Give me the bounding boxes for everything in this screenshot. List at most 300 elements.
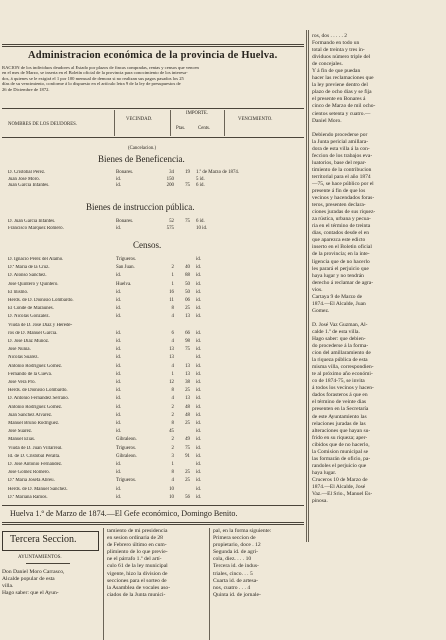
section-censos: Censos. [133, 240, 162, 250]
col-ptas: Ptas. [176, 126, 186, 131]
vecindad-cell: id. [116, 289, 122, 295]
cents-cell: 75 [185, 445, 190, 451]
table-row [8, 454, 236, 459]
due-date-cell: id. [196, 330, 202, 336]
due-date-cell: id. [196, 437, 202, 443]
vecindad-cell: id. [116, 396, 122, 402]
debtor-name: Manuel Elias. [8, 437, 36, 443]
vecindad-cell: id. [116, 412, 122, 418]
cents-cell: 13 [185, 371, 190, 377]
due-date-cell: id. [196, 486, 202, 492]
pesetas-cell: 8 [171, 388, 174, 394]
due-date-cell: 1.º de Marzo de 1874. [196, 170, 240, 175]
pesetas-cell: 10 [169, 486, 174, 492]
debtor-name: D. Cristóbal Perez. [8, 170, 46, 175]
text-line: ne el párrafo 1.º del artí- [107, 556, 162, 563]
text-line: ria en el término de treinta [312, 223, 371, 230]
text-line: vios. [312, 286, 323, 293]
debtor-name: D. José Antonio Fernandez. [8, 462, 63, 467]
cents-cell: 75 [185, 347, 190, 353]
text-line: que aparezca este edicto [312, 237, 366, 244]
text-line: derecho á reclamar de agra- [312, 279, 374, 286]
due-date-cell: id. [196, 363, 202, 369]
text-line: 1874.—El Alcalde, José [312, 484, 366, 490]
pesetas-cell: 4 [171, 396, 174, 402]
text-line: relaciones juradas de las [312, 420, 366, 427]
cancelacion-label: (Cancelacion.) [128, 146, 157, 151]
table-row [8, 257, 236, 262]
text-line: ciones juradas de sus riquez- [312, 209, 376, 216]
debtor-name: Antonio Rodriguez Gomez. [8, 363, 63, 369]
table-row [8, 347, 236, 352]
pesetas-cell: 16 [169, 289, 174, 295]
vecindad-cell: id. [116, 470, 122, 476]
table-row [8, 421, 236, 426]
pesetas-cell: 8 [171, 470, 174, 476]
debtor-name: Fernando de la Cueva. [8, 371, 53, 377]
text-line: les parará el perjuicio que [312, 265, 369, 272]
due-date-cell: id. [196, 388, 202, 394]
cents-cell [174, 226, 196, 231]
table-row [8, 437, 236, 442]
intro-line: en el mes de Marzo, se inserta en el Boletín oficial de la provincia para conocimiento de los interesa- [2, 70, 188, 76]
vecindad-cell: Bonares. [116, 170, 134, 175]
table-row [8, 331, 236, 336]
text-line: la Junta pericial amillara- [312, 138, 369, 145]
text-line: ligencia que de no hacerlo [312, 258, 370, 265]
vecindad-cell: id. [116, 462, 122, 467]
vecindad-cell: id. [116, 273, 122, 279]
text-line: la riqueza pública de esta [312, 357, 368, 364]
pesetas-cell: 2 [171, 437, 174, 443]
text-line: dados forasteros á que en [312, 392, 368, 399]
footer-signature: Huelva 1.º de Marzo de 1874.—El Gefe económico, Domingo Benito. [10, 509, 238, 518]
pesetas-cell: 4 [171, 314, 174, 320]
pesetas-cell: 1 [171, 281, 174, 287]
pesetas-cell: 10 [169, 494, 174, 500]
cents-cell [174, 177, 196, 182]
table-row [8, 282, 236, 287]
text-line: feccion de los trabajos eva- [312, 152, 373, 159]
text-line: Quinta id. de jornale- [213, 591, 261, 598]
debtor-name: Viuda de D. Juan Villarreal. [8, 445, 63, 451]
text-line: Segunda id. de agri- [213, 549, 259, 556]
text-line: presente á fin de que los [312, 188, 366, 195]
cents-cell [174, 462, 196, 467]
text-line: timiento de la contribucion [312, 166, 372, 173]
table-row [8, 372, 236, 377]
debtor-name: D.ª María de la Cruz. [8, 265, 50, 271]
vecindad-cell: id. [116, 339, 122, 344]
debtor-name: Juan Sanchez Alvarez. [8, 412, 53, 418]
text-line: de este Ayuntamiento las [312, 413, 367, 420]
debtor-name: El mismo. [8, 289, 29, 295]
text-line: alteraciones que hayan su- [312, 427, 371, 434]
colhead-sep [224, 110, 225, 136]
pesetas-cell: 1 [171, 371, 174, 377]
cents-cell: 19 [185, 170, 190, 175]
text-line: propietario, doce . 12 [213, 542, 261, 549]
debtor-name: Juan José Moro. [8, 176, 40, 182]
due-date-cell: id. [196, 421, 202, 426]
debtor-name: José Nunia. [8, 347, 31, 353]
due-date-cell: id. [196, 429, 202, 435]
cents-cell: 50 [185, 281, 190, 287]
text-line: co de 1874-75, se invita [312, 378, 365, 385]
table-row [8, 290, 236, 295]
vecindad-cell: Huelva. [116, 281, 132, 287]
text-line: plazo de ocho dias y se fija [312, 89, 372, 96]
debtor-name: Juan García Infantes. [8, 183, 50, 189]
text-line: la Comision municipal se [312, 448, 369, 455]
text-line: pinosa. [312, 498, 328, 505]
debtor-name: D. José Diaz Muñoz. [8, 339, 50, 344]
tercera-subtitle: AYUNTAMIENTOS. [18, 555, 62, 560]
due-date-cell: id. [196, 257, 202, 262]
text-line: vecinos y hacendados foras- [312, 195, 375, 202]
cents-cell: 13 [185, 314, 190, 320]
footer-bottom-rule [2, 522, 304, 523]
col-importe: IMPORTE. [186, 111, 208, 116]
cents-cell [174, 487, 196, 492]
vecindad-cell: id. [116, 330, 122, 336]
due-date-cell: id. [196, 453, 202, 459]
text-line: ciados de la Junta munici- [107, 591, 166, 598]
table-row [8, 364, 236, 369]
due-date-cell: 5 id. [196, 176, 205, 182]
debtor-name: José Quintero y Quintero. [8, 281, 59, 287]
tercera-col-1 [2, 569, 102, 597]
text-line: cion del amillaramiento de [312, 350, 371, 357]
due-date-cell: 10 id. [196, 225, 208, 231]
debtor-name: Herds. de D. Manuel Sanchez. [8, 486, 68, 492]
text-line: en sesion ordinaria de 28 [107, 535, 163, 542]
section-beneficencia: Bienes de Beneficencia. [98, 154, 185, 164]
text-line: Vaz.—El Srio., Manuel Es- [312, 491, 373, 498]
vecindad-cell: id. [116, 429, 122, 435]
text-line: las formarán de oficio, pa- [312, 455, 371, 462]
pesetas-cell: 200 [166, 183, 174, 189]
col-names: NOMBRES DE LOS DEUDORES. [8, 122, 78, 127]
cents-cell [174, 257, 196, 262]
cents-cell [174, 323, 196, 328]
cents-cell: 06 [185, 298, 190, 303]
debtor-name: Viuda de D. José Diaz y Herede- [8, 322, 73, 328]
vecindad-cell: id. [116, 421, 122, 426]
pesetas-cell: 4 [171, 339, 174, 344]
pesetas-cell: 2 [171, 404, 174, 410]
tercera-col-3 [213, 528, 305, 599]
text-line: Cuarta id. de artesa- [213, 577, 259, 584]
pesetas-cell [158, 323, 174, 328]
due-date-cell: id. [196, 445, 202, 451]
text-line: plimiento de lo que previe- [107, 549, 168, 556]
text-line: territorial para el año 1874 [312, 173, 371, 180]
debtor-name: Manuel Bruno Rodriguez. [8, 421, 60, 426]
debtor-name: José Vera Pro. [8, 380, 36, 385]
column-divider [306, 30, 307, 542]
text-line: cola, diez. . . . 10 [213, 556, 252, 563]
debtor-name: D.ª Mariana Ramos. [8, 494, 48, 500]
due-date-cell: id. [196, 355, 202, 361]
debtor-name: Id. de D. Cristóbal Peralta. [8, 453, 61, 459]
text-line: dias, contados desde el en [312, 230, 369, 237]
cents-cell: 25 [185, 388, 190, 394]
table-row [8, 462, 236, 467]
intro-line: RACION de los individuos deudores al Estado por plazos de fincas compradas, rentas y censos que vencen [2, 65, 199, 70]
pesetas-cell: 4 [171, 478, 174, 484]
due-date-cell: id. [196, 273, 202, 279]
cents-cell: 25 [185, 306, 190, 312]
table-row [8, 306, 236, 311]
vecindad-cell: Bonares. [116, 219, 134, 224]
cents-cell: 13 [185, 396, 190, 402]
vecindad-cell: id. [116, 225, 122, 231]
text-line [312, 125, 444, 132]
text-line: hacer las reclamaciones que [312, 75, 374, 82]
intro-line: dos, á quienes se le exigirá el 1 por 100 mensual de demora si no realizan sus pagos pasados los 25 [2, 75, 184, 81]
table-row [8, 388, 236, 393]
cents-cell: 25 [185, 478, 190, 484]
text-line: culo 61 de la ley municipal [107, 563, 168, 570]
vecindad-cell: id. [116, 494, 122, 500]
vecindad-cell [116, 323, 158, 328]
table-row [8, 478, 236, 483]
vecindad-cell: id. [116, 355, 122, 361]
vecindad-cell: id. [116, 371, 122, 377]
pesetas-cell [158, 257, 174, 262]
due-date-cell: id. [196, 289, 202, 295]
pesetas-cell: 575 [166, 225, 174, 231]
text-line: Gomez. [312, 307, 330, 314]
vecindad-cell: id. [116, 380, 122, 385]
debtor-name: José Suarez. [8, 429, 33, 435]
debtor-name: Francisco Marquez Romero. [8, 225, 64, 231]
pesetas-cell: 11 [169, 298, 174, 303]
table-row [8, 355, 236, 360]
text-line: Debiendo procederse por [312, 131, 368, 138]
vecindad-cell: San Juan. [116, 265, 135, 271]
text-line: presenten en la Secretaría [312, 406, 369, 413]
bottom-divider [103, 528, 104, 640]
text-line: dora de esta villa á la con- [312, 145, 370, 152]
colhead-bottom-rule [2, 137, 304, 138]
due-date-cell: id. [196, 404, 202, 410]
debtor-name: Nicolás Suarez. [8, 355, 39, 361]
section-instruccion: Bienes de instruccion pública. [86, 202, 195, 212]
due-date-cell: id. [196, 314, 202, 320]
cents-cell: 49 [185, 437, 190, 443]
text-line: de Febrero último en cum- [107, 542, 167, 549]
col-vecindad: VECINDAD. [126, 117, 153, 122]
text-line: cinco de Marzo de mil ocho- [312, 103, 376, 110]
text-line: haya lugar. [312, 469, 337, 476]
debtor-name: D. Antonio Fernandez Serrano. [8, 396, 69, 402]
vecindad-cell: id. [116, 314, 122, 320]
debtor-name: D.ª María Josefa Abreu. [8, 478, 55, 484]
tercera-col-2 [107, 528, 207, 599]
text-line: á todos los vecinos y hacen- [312, 385, 374, 392]
text-line: Hago saber: que debien- [312, 336, 366, 343]
table-row [8, 413, 236, 418]
text-line: do procederse á la forma- [312, 343, 369, 350]
text-line: vigente, hizo la division de [107, 570, 168, 577]
debtor-name: José Gomez Romero. [8, 470, 50, 476]
table-row [8, 298, 236, 303]
cents-cell: 91 [185, 453, 190, 459]
col-cents: Cents. [198, 126, 211, 131]
table-row [8, 487, 236, 492]
pesetas-cell: 12 [169, 380, 174, 385]
table-row [8, 429, 236, 434]
vecindad-cell: Trigueros. [116, 445, 137, 451]
due-date-cell: id. [196, 470, 202, 476]
due-date-cell: id. [196, 347, 202, 353]
subtitle-rule [26, 563, 70, 564]
table-row [8, 396, 236, 401]
cents-cell: 75 [185, 219, 190, 224]
text-line: randoles el perjuicio que [312, 462, 367, 469]
right-column-text [312, 33, 444, 505]
due-date-cell: id. [196, 281, 202, 287]
cents-cell: 98 [185, 339, 190, 344]
vecindad-cell: id. [116, 306, 122, 312]
text-line: dividuos número triple del [312, 54, 371, 61]
table-row [8, 170, 240, 175]
header-top-rule-2 [2, 46, 304, 47]
table-row [8, 470, 236, 475]
footer-bottom-rule-2 [2, 524, 304, 525]
debtor-name: El Conde de Maraunes. [8, 306, 54, 312]
due-date-cell: id. [196, 396, 202, 402]
due-date-cell: id. [196, 462, 202, 467]
pesetas-cell: 34 [169, 170, 174, 175]
colhead-sep [114, 110, 115, 136]
section-title: Administracion económica de la provincia de Huelva. [28, 50, 278, 61]
due-date-cell: 6 id. [196, 183, 205, 189]
text-line: calde 1.º de esta villa. [312, 328, 360, 335]
footer-top-rule [2, 505, 304, 506]
text-line: Don Daniel Moro Carrasco, [2, 569, 65, 575]
text-line: misma villa, correspondien- [312, 364, 374, 371]
text-line: el presente en Bonares á [312, 96, 366, 103]
vecindad-cell: Gibraleon. [116, 453, 137, 459]
text-line: Daniel Moro. [312, 117, 342, 124]
text-line: D. José Vaz Guzman, Al- [312, 321, 368, 328]
table-row [8, 219, 236, 224]
pesetas-cell: 2 [171, 412, 174, 418]
text-line: tamiento de mi presidencia [107, 528, 168, 534]
text-line: inserto en el Boletin oficial [312, 244, 372, 251]
column-divider-2 [308, 30, 309, 542]
text-line: total de treinta y tres in- [312, 47, 365, 54]
cents-cell: 13 [185, 363, 190, 369]
table-row [8, 323, 236, 328]
text-line: Tercera id. de indus- [213, 563, 259, 570]
text-line: Hago saber: que el Ayun- [2, 590, 59, 597]
text-line: triales, cinco. . . 5 [213, 570, 253, 577]
due-date-cell: id. [196, 371, 202, 377]
text-line: la Asamblea de vocales aso- [107, 584, 171, 591]
cents-cell: 88 [185, 273, 190, 279]
table-row [8, 339, 236, 344]
cents-cell: 25 [185, 421, 190, 426]
text-line: ros, dos . . . . . 2 [312, 33, 347, 39]
text-line: nos, cuatro . . . 4 [213, 584, 251, 591]
debtor-name: D. Nicolás Gonzalez. [8, 314, 50, 320]
due-date-cell: id. [196, 412, 202, 418]
vecindad-cell: id. [116, 347, 122, 353]
bottom-divider [209, 528, 210, 640]
due-date-cell: id. [196, 306, 202, 312]
cents-cell: 56 [185, 494, 190, 500]
text-line: el término de veinte dias [312, 399, 367, 406]
text-line: Formando en todo un [312, 40, 360, 47]
pesetas-cell: 8 [171, 421, 174, 426]
text-line: frido en su riqueza; aper- [312, 434, 368, 441]
text-line: de la provincia; en la inte- [312, 251, 370, 258]
debtor-name: D. Ignacio Perez del Alamo. [8, 257, 64, 262]
pesetas-cell: 6 [171, 330, 174, 336]
cents-cell [174, 355, 196, 360]
pesetas-cell: 13 [169, 347, 174, 353]
text-line: Cruceros 10 de Marzo de [312, 476, 368, 483]
text-line: haya lugar y no tendrán [312, 272, 364, 279]
text-line: Y á fin de que puedan [312, 68, 361, 75]
pesetas-cell: 3 [171, 453, 174, 459]
debtor-name: D. Juan García Infantes. [8, 219, 56, 224]
vecindad-cell: id. [116, 298, 122, 303]
text-line: Alcalde popular de esta [2, 576, 55, 583]
text-line: teros, presenten declara- [312, 202, 366, 209]
pesetas-cell: 150 [166, 176, 174, 182]
col-vencimiento: VENCIMIENTO. [238, 117, 273, 122]
cents-cell: 48 [185, 404, 190, 410]
vecindad-cell: Trigueros. [116, 478, 137, 484]
due-date-cell: 6 id. [196, 219, 205, 224]
text-line: —75, se hace público por el [312, 180, 374, 187]
pesetas-cell: 13 [169, 355, 174, 361]
due-date-cell: id. [196, 494, 202, 500]
intro-line: 26 de Diciembre de 1872. [2, 86, 50, 92]
due-date-cell: id. [196, 339, 202, 344]
text-line: de concejales. [312, 61, 343, 68]
intro-paragraph [2, 65, 305, 92]
text-line: secciones para el sorteo de [107, 577, 167, 584]
cents-cell: 66 [185, 330, 190, 336]
debtor-name: Herds. de Dionisio Lombardo. [8, 388, 68, 394]
vecindad-cell: id. [116, 363, 122, 369]
cents-cell: 75 [185, 183, 190, 189]
cents-cell: 38 [185, 380, 190, 385]
vecindad-cell: Trigueros. [116, 257, 137, 262]
cents-cell [174, 429, 196, 434]
table-row [8, 177, 236, 182]
due-date-cell: id. [196, 380, 202, 385]
text-line: la ley previene dentro del [312, 82, 368, 89]
debtor-name: ros de D. Manuel Garcia. [8, 330, 58, 336]
vecindad-cell: id. [116, 388, 122, 394]
text-line: pal, en la forma siguiente: [213, 528, 272, 534]
pesetas-cell: 8 [171, 306, 174, 312]
due-date-cell: id. [196, 298, 202, 303]
table-row [8, 380, 236, 385]
vecindad-cell: Gibraleon. [116, 437, 137, 443]
pesetas-cell: 1 [171, 462, 174, 467]
due-date-cell: id. [196, 265, 202, 271]
text-line: cientos setenta y cuatro.— [312, 110, 371, 117]
text-line: za rústica, urbana y pecua- [312, 216, 371, 223]
